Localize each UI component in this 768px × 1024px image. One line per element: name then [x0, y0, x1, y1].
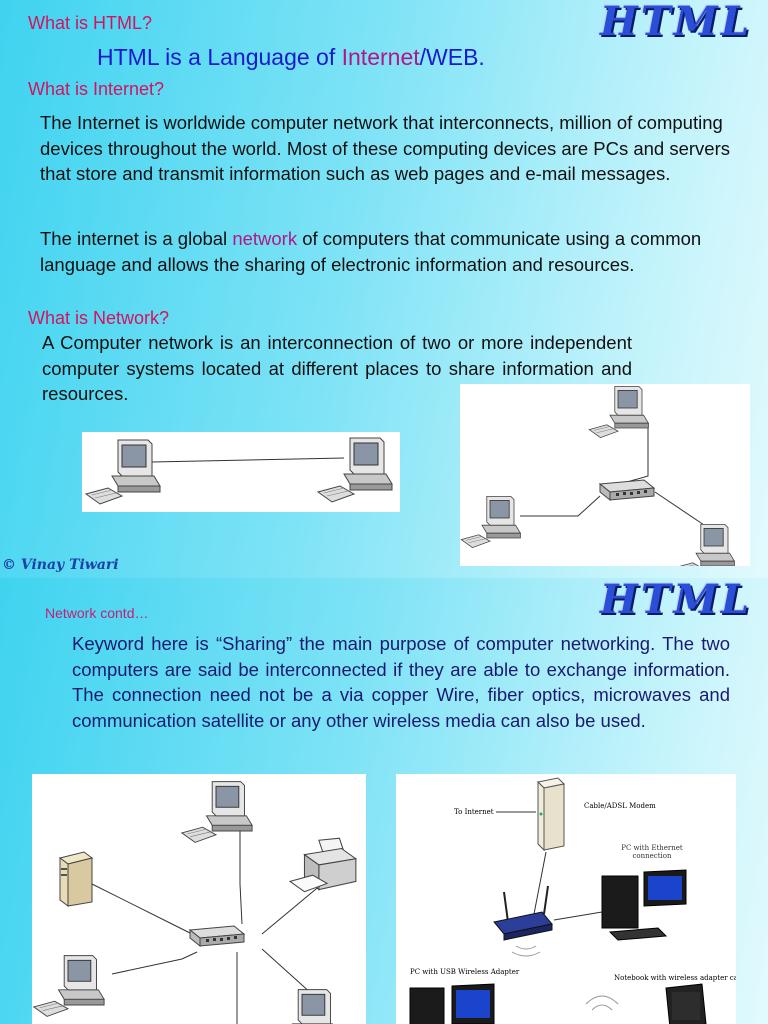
computer-icon [318, 438, 392, 502]
question-what-is-html: What is HTML? [28, 13, 153, 33]
computer-icon [589, 386, 648, 437]
slide-2 [0, 578, 768, 1024]
server-icon [60, 852, 92, 906]
slide-subtitle [97, 44, 485, 71]
computer-icon [34, 956, 104, 1017]
question-what-is-internet: What is Internet? [28, 79, 165, 99]
label-modem: Cable/ADSL Modem [584, 802, 656, 810]
global-network-paragraph [40, 226, 758, 277]
computer-icon [86, 440, 160, 504]
para2-highlight: network [232, 228, 298, 249]
wireless-network-diagram [396, 774, 736, 1024]
computer-icon [268, 990, 338, 1024]
two-computer-svg [82, 432, 400, 512]
two-computer-diagram [82, 432, 400, 512]
subtitle-highlight: Internet [341, 44, 420, 70]
router-icon [494, 886, 552, 956]
internet-paragraph: The Internet is worldwide computer network that interconnects, million of computing devices throughout the world. Most of these computing devices are PCs and servers that store and transmit information such as web pages and e-mail messages. [40, 112, 730, 184]
html-logo: HTML [600, 0, 752, 45]
subtitle-pre: HTML is a Language of [97, 44, 342, 70]
modem-icon [538, 778, 564, 850]
sharing-paragraph: Keyword here is “Sharing” the main purpose of computer networking. The two computers are said be interconnected if they are able to exchange information. The connection need not be a via copper Wire, fiber optics, microwaves and communication satellite or any other wireless media can also be used. [72, 633, 730, 731]
subtitle-post: /WEB. [419, 44, 485, 70]
hub-icon [600, 480, 654, 500]
label-pc-usb: PC with USB Wireless Adapter [410, 968, 520, 976]
slide-heading: Network contd… [45, 605, 149, 621]
hub-icon [190, 926, 244, 946]
label-notebook: Notebook with wireless adapter card [614, 974, 736, 982]
lan-diagram [32, 774, 366, 1024]
notebook-icon [666, 984, 706, 1024]
hub-network-diagram [460, 384, 750, 566]
wireless-svg [396, 774, 736, 1024]
computer-icon [675, 524, 734, 566]
para2-pre: The internet is a global [40, 228, 233, 249]
network-paragraph: A Computer network is an interconnection of two or more independent computer systems located at different places to share information and resources. [42, 332, 632, 404]
computer-icon [461, 496, 520, 547]
html-logo: HTML [600, 578, 752, 623]
copyright: © Vinay Tiwari [2, 557, 119, 573]
hub-network-svg [460, 384, 750, 566]
question-what-is-network: What is Network? [28, 308, 170, 328]
para2-post: of computers that communicate using a common language and allows the sharing of electronic information and resources. [40, 228, 702, 275]
printer-icon [290, 838, 356, 891]
label-pc-ethernet: PC with Ethernet connection [621, 844, 683, 860]
usb-pc-icon [410, 984, 494, 1024]
label-to-internet: To Internet [454, 808, 494, 816]
desktop-pc-icon [602, 870, 686, 940]
lan-svg [32, 774, 366, 1024]
computer-icon [182, 782, 252, 843]
